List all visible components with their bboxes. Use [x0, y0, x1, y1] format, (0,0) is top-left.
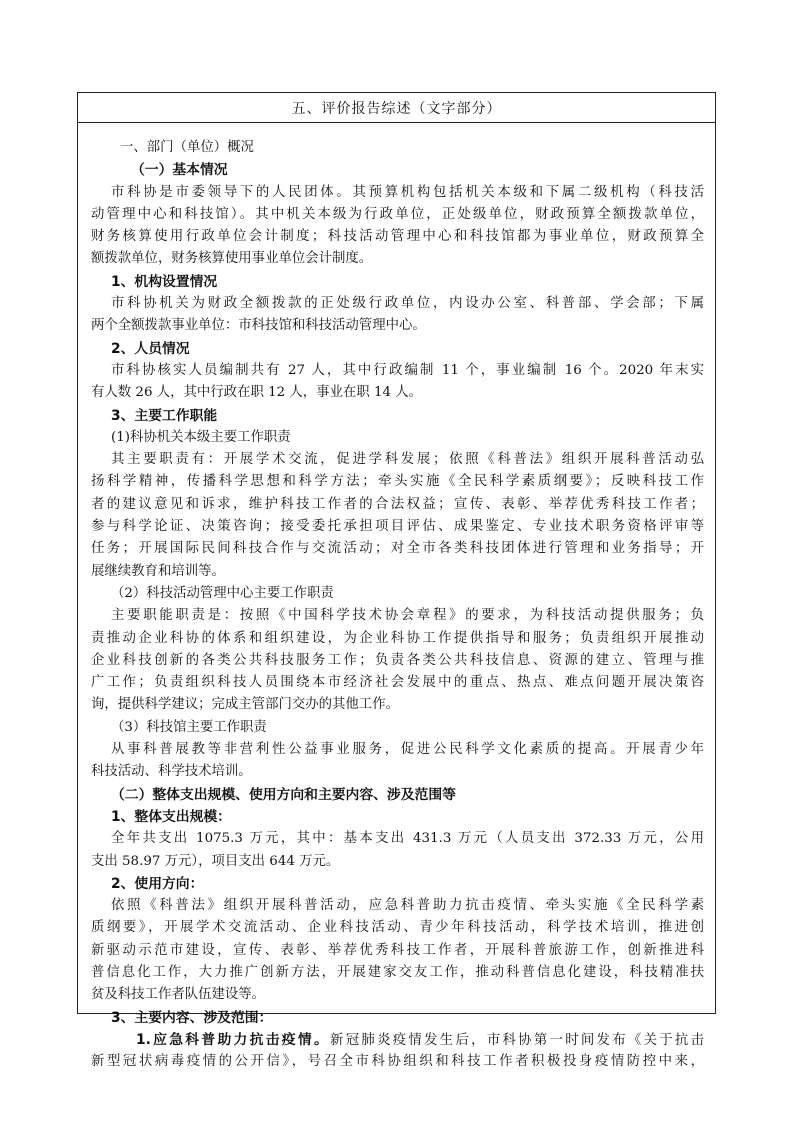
heading-org-setup: 1、机构设置情况 — [111, 273, 218, 290]
subheading-activity-center-duties: （2）科技活动管理中心主要工作职责 — [111, 585, 334, 601]
paragraph-line: 科技活动、科学技术培训。 — [91, 764, 252, 780]
paragraph-line: 财务核算使用行政单位会计制度；科技活动管理中心和科技馆都为事业单位，财政预算全 — [91, 229, 704, 245]
heading-usage-direction: 2、使用方向： — [111, 875, 204, 892]
heading-main-functions: 3、主要工作职能 — [111, 407, 218, 424]
paragraph-line: 市科协核实人员编制共有 27 人，其中行政编制 11 个，事业编制 16 个。2020 年末实 — [111, 362, 704, 378]
paragraph-line: 参与科学论证、决策咨询；接受委托承担项目评估、成果鉴定、专业技术职务资格评审等 — [91, 519, 704, 535]
paragraph-line: 质纲要》，开展学术交流活动、企业科技活动、青少年科技活动，科学技术培训，推进创 — [91, 920, 704, 936]
paragraph-line: 依照《科普法》组织开展科普活动，应急科普助力抗击疫情、牵头实施《全民科学素 — [111, 898, 704, 914]
heading-basic-info: （一）基本情况 — [131, 162, 228, 179]
evaluation-report-table — [77, 92, 716, 1070]
paragraph-line: 两个全额拨款事业单位：市科技馆和科技活动管理中心。 — [91, 318, 426, 334]
heading-dept-overview: 一、部门（单位）概况 — [120, 140, 254, 155]
section-header — [78, 93, 715, 123]
paragraph-line: 展继续教育和培训等。 — [91, 563, 225, 579]
item-heading-covid-science: 1.应急科普助力抗击疫情。 — [136, 1031, 331, 1048]
paragraph-line: 主要职能职责是：按照《中国科学技术协会章程》的要求，为科技活动提供服务；负 — [111, 608, 704, 624]
item-text: 新冠肺炎疫情发生后，市科协第一时间发布《关于抗击 — [330, 1032, 704, 1048]
subheading-museum-duties: （3）科技馆主要工作职责 — [111, 719, 267, 735]
paragraph-line: 市科协机关为财政全额拨款的正处级行政单位，内设办公室、科普部、学会部；下属 — [111, 296, 704, 312]
paragraph-line: 责推动企业科协的体系和组织建设，为企业科协工作提供指导和服务；负责组织开展推动 — [91, 630, 704, 646]
paragraph-line: 新驱动示范市建设，宣传、表彰、举荐优秀科技工作者，开展科普旅游工作，创新推进科 — [91, 942, 704, 958]
paragraph-line: 者的建议意见和诉求，维护科技工作者的合法权益；宣传、表彰、举荐优秀科技工作者； — [91, 496, 704, 512]
subheading-association-duties: (1)科协机关本级主要工作职责 — [111, 429, 291, 445]
heading-expenditure-scale: 1、整体支出规模： — [111, 808, 231, 825]
paragraph-line: 动管理中心和科技馆）。其中机关本级为行政单位，正处级单位，财政预算全额拨款单位， — [91, 206, 704, 222]
heading-content-scope: 3、主要内容、涉及范围： — [111, 1009, 273, 1026]
paragraph-line: 支出 58.97 万元），项目支出 644 万元。 — [91, 853, 340, 869]
paragraph-line: 有人数 26 人，其中行政在职 12 人，事业在职 14 人。 — [91, 385, 423, 401]
heading-staffing: 2、人员情况 — [111, 340, 190, 357]
paragraph-line: 新型冠状病毒疫情的公开信》，号召全市科协组织和科技工作者积极投身疫情防控中来， — [91, 1054, 704, 1070]
paragraph-line: 市科协是市委领导下的人民团体。其预算机构包括机关本级和下属二级机构（科技活 — [111, 184, 704, 200]
report-body — [91, 137, 704, 1073]
paragraph-line: 全年共支出 1075.3 万元，其中：基本支出 431.3 万元（人员支出 372.33 万元，公用 — [111, 831, 704, 847]
paragraph-line: 额拨款单位，财务核算使用事业单位会计制度。 — [91, 251, 373, 267]
paragraph-line: 其主要职责有：开展学术交流，促进学科发展；依照《科普法》组织开展科普活动弘 — [111, 452, 704, 468]
paragraph-line: 企业科技创新的各类公共科技服务工作；负责各类公共科技信息、资源的建立、管理与推 — [91, 652, 704, 668]
paragraph-line: 广工作；负责组织科技人员围绕本市经济社会发展中的重点、热点、难点问题开展决策咨 — [91, 675, 704, 691]
paragraph-line: 从事科普展教等非营利性公益事业服务，促进公民科学文化素质的提高。开展青少年 — [111, 742, 704, 758]
paragraph-line — [91, 1029, 704, 1051]
heading-overall-expenditure: （二）整体支出规模、使用方向和主要内容、涉及范围等 — [111, 786, 456, 803]
paragraph-line: 普信息化工作，大力推广创新方法，开展建家交友工作，推动科普信息化建设，科技精准扶 — [91, 964, 704, 980]
paragraph-line: 任务；开展国际民间科技合作与交流活动；对全市各类科技团体进行管理和业务指导；开 — [91, 541, 704, 557]
section-title: 五、评价报告综述（文字部分） — [291, 100, 502, 117]
paragraph-line: 贫及科技工作者队伍建设等。 — [91, 987, 266, 1003]
paragraph-line: 扬科学精神，传播科学思想和科学方法；牵头实施《全民科学素质纲要》；反映科技工作 — [91, 474, 704, 490]
paragraph-line: 询，提供科学建议；完成主管部门交办的其他工作。 — [91, 697, 399, 713]
